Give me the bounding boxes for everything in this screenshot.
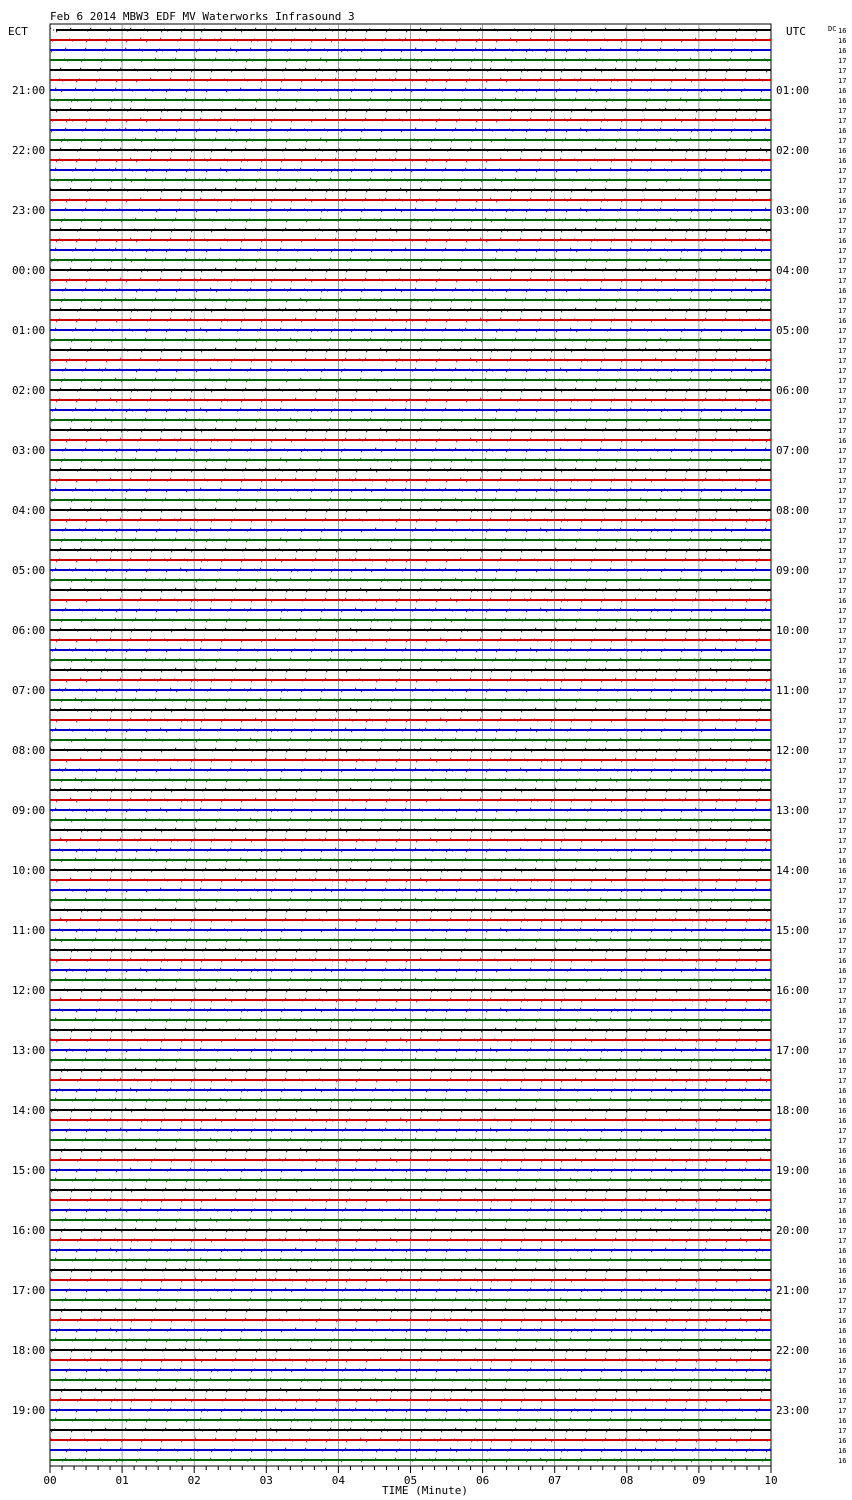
left-hour-label: 21:00 xyxy=(12,84,46,97)
right-hour-label: 21:00 xyxy=(776,1284,810,1297)
dc-offset-label: 17 xyxy=(838,387,847,395)
dc-offset-label: 17 xyxy=(838,627,847,635)
x-tick-label: 06 xyxy=(475,1474,490,1487)
dc-offset-label: 17 xyxy=(838,267,847,275)
right-hour-label: 07:00 xyxy=(776,444,810,457)
dc-offset-label: 16 xyxy=(838,1037,847,1045)
dc-offset-label: 17 xyxy=(838,177,847,185)
dc-offset-label: 17 xyxy=(838,117,847,125)
dc-offset-label: 17 xyxy=(838,187,847,195)
dc-offset-label: 16 xyxy=(838,1157,847,1165)
right-hour-label: 23:00 xyxy=(776,1404,810,1417)
dc-offset-label: 16 xyxy=(838,1347,847,1355)
dc-offset-label: 17 xyxy=(838,537,847,545)
dc-offset-label: 17 xyxy=(838,1307,847,1315)
dc-offset-label: 16 xyxy=(838,1387,847,1395)
dc-offset-label: 16 xyxy=(838,127,847,135)
dc-offset-label: 17 xyxy=(838,587,847,595)
dc-offset-label: 17 xyxy=(838,1017,847,1025)
dc-offset-label: 17 xyxy=(838,607,847,615)
left-hour-label: 04:00 xyxy=(12,504,46,517)
dc-offset-label: 17 xyxy=(838,1047,847,1055)
dc-offset-label: 16 xyxy=(838,1337,847,1345)
right-hour-label: 08:00 xyxy=(776,504,810,517)
dc-offset-label: 16 xyxy=(838,667,847,675)
right-hour-label: 20:00 xyxy=(776,1224,810,1237)
dc-offset-label: 17 xyxy=(838,887,847,895)
dc-offset-label: 17 xyxy=(838,827,847,835)
dc-offset-label: 16 xyxy=(838,917,847,925)
dc-offset-label: 17 xyxy=(838,307,847,315)
dc-offset-label: 17 xyxy=(838,1287,847,1295)
dc-offset-label: 17 xyxy=(838,777,847,785)
right-hour-label: 16:00 xyxy=(776,984,810,997)
left-hour-label: 03:00 xyxy=(12,444,46,457)
right-hour-label: 12:00 xyxy=(776,744,810,757)
dc-offset-label: 16 xyxy=(838,1007,847,1015)
x-tick-label: 00 xyxy=(43,1474,57,1487)
left-hour-label: 17:00 xyxy=(12,1284,46,1297)
dc-offset-label: 17 xyxy=(838,977,847,985)
dc-offset-label: 16 xyxy=(838,1187,847,1195)
dc-offset-label: 17 xyxy=(838,897,847,905)
dc-offset-label: 17 xyxy=(838,807,847,815)
dc-offset-label: 17 xyxy=(838,67,847,75)
dc-offset-label: 17 xyxy=(838,1227,847,1235)
dc-offset-labels xyxy=(838,27,846,1465)
dc-offset-label: 17 xyxy=(838,477,847,485)
dc-offset-label: 17 xyxy=(838,507,847,515)
dc-offset-label: 17 xyxy=(838,77,847,85)
dc-offset-label: 17 xyxy=(838,467,847,475)
dc-offset-label: 16 xyxy=(838,597,847,605)
dc-offset-label: 17 xyxy=(838,1137,847,1145)
left-hour-label: 05:00 xyxy=(12,564,46,577)
left-hour-label: 22:00 xyxy=(12,144,46,157)
dc-offset-label: 17 xyxy=(838,837,847,845)
left-hour-label: 15:00 xyxy=(12,1164,46,1177)
dc-offset-label: 17 xyxy=(838,1197,847,1205)
right-hour-label: 01:00 xyxy=(776,84,810,97)
dc-offset-label: 16 xyxy=(838,97,847,105)
dc-offset-label: 17 xyxy=(838,347,847,355)
dc-offset-label: 16 xyxy=(838,1417,847,1425)
dc-offset-label: 17 xyxy=(838,1077,847,1085)
dc-offset-label: 17 xyxy=(838,357,847,365)
dc-offset-label: 17 xyxy=(838,1027,847,1035)
dc-offset-label: 16 xyxy=(838,157,847,165)
right-hour-label: 22:00 xyxy=(776,1344,810,1357)
dc-offset-label: 17 xyxy=(838,717,847,725)
dc-offset-label: 16 xyxy=(838,197,847,205)
left-hour-label: 23:00 xyxy=(12,204,46,217)
x-tick-label: 10 xyxy=(764,1474,778,1487)
dc-offset-label: 17 xyxy=(838,337,847,345)
x-axis-label: TIME (Minute) xyxy=(381,1484,469,1497)
dc-offset-label: 16 xyxy=(838,1177,847,1185)
dc-offset-label: 17 xyxy=(838,577,847,585)
dc-offset-label: 17 xyxy=(838,1397,847,1405)
dc-offset-label: 17 xyxy=(838,517,847,525)
dc-offset-label: 17 xyxy=(838,727,847,735)
dc-offset-label: 16 xyxy=(838,1057,847,1065)
dc-offset-label: 17 xyxy=(838,997,847,1005)
x-tick-label: 01 xyxy=(115,1474,129,1487)
dc-offset-label: 17 xyxy=(838,737,847,745)
dc-offset-label: 17 xyxy=(838,427,847,435)
x-tick-label: 07 xyxy=(548,1474,562,1487)
dc-offset-label: 16 xyxy=(838,1277,847,1285)
dc-offset-label: 16 xyxy=(838,437,847,445)
dc-offset-label: 17 xyxy=(838,677,847,685)
left-hour-label: 13:00 xyxy=(12,1044,46,1057)
dc-offset-label: 16 xyxy=(838,957,847,965)
dc-offset-label: 17 xyxy=(838,167,847,175)
dc-offset-label: 17 xyxy=(838,947,847,955)
dc-offset-label: 17 xyxy=(838,647,847,655)
left-hour-label: 19:00 xyxy=(12,1404,46,1417)
dc-offset-label: 17 xyxy=(838,557,847,565)
dc-offset-label: 16 xyxy=(838,1097,847,1105)
right-hour-label: 09:00 xyxy=(776,564,810,577)
right-hour-label: 05:00 xyxy=(776,324,810,337)
dc-offset-label: 16 xyxy=(838,237,847,245)
x-tick-label: 08 xyxy=(620,1474,634,1487)
dc-offset-label: 16 xyxy=(838,27,847,35)
x-tick-label: 04 xyxy=(331,1474,346,1487)
dc-offset-label: 17 xyxy=(838,1427,847,1435)
left-hour-label: 09:00 xyxy=(12,804,46,817)
dc-offset-label: 16 xyxy=(838,1357,847,1365)
dc-offset-label: 17 xyxy=(838,617,847,625)
right-hour-label: 19:00 xyxy=(776,1164,810,1177)
dc-offset-label: 17 xyxy=(838,987,847,995)
dc-offset-label: 16 xyxy=(838,1447,847,1455)
dc-offset-label: 16 xyxy=(838,47,847,55)
dc-offset-label: 17 xyxy=(838,407,847,415)
right-hour-label: 18:00 xyxy=(776,1104,810,1117)
left-hour-label: 02:00 xyxy=(12,384,46,397)
dc-offset-label: 17 xyxy=(838,637,847,645)
left-hour-label: 08:00 xyxy=(12,744,46,757)
dc-offset-label: 16 xyxy=(838,1147,847,1155)
dc-offset-label: 16 xyxy=(838,147,847,155)
dc-offset-label: 16 xyxy=(838,857,847,865)
dc-offset-label: 17 xyxy=(838,107,847,115)
dc-offset-label: 17 xyxy=(838,747,847,755)
dc-offset-label: 17 xyxy=(838,367,847,375)
right-hour-label: 11:00 xyxy=(776,684,810,697)
dc-offset-label: 17 xyxy=(838,797,847,805)
dc-offset-label: 17 xyxy=(838,697,847,705)
dc-offset-label: 16 xyxy=(838,867,847,875)
dc-offset-label: 17 xyxy=(838,527,847,535)
right-hour-label: 10:00 xyxy=(776,624,810,637)
dc-offset-label: 17 xyxy=(838,247,847,255)
x-tick-label: 03 xyxy=(259,1474,273,1487)
dc-offset-label: 16 xyxy=(838,1327,847,1335)
dc-offset-label: 16 xyxy=(838,1087,847,1095)
dc-offset-label: 16 xyxy=(838,1247,847,1255)
dc-offset-label: 17 xyxy=(838,657,847,665)
right-hour-label: 14:00 xyxy=(776,864,810,877)
left-hour-label: 14:00 xyxy=(12,1104,46,1117)
dc-offset-label: 17 xyxy=(838,567,847,575)
dc-offset-label: 16 xyxy=(838,1117,847,1125)
dc-offset-label: 16 xyxy=(838,1217,847,1225)
right-hour-labels xyxy=(776,84,809,1417)
left-hour-label: 10:00 xyxy=(12,864,46,877)
dc-offset-label: 16 xyxy=(838,1437,847,1445)
dc-offset-label: 17 xyxy=(838,1367,847,1375)
dc-offset-label: 17 xyxy=(838,497,847,505)
dc-offset-label: 16 xyxy=(838,1167,847,1175)
right-hour-label: 17:00 xyxy=(776,1044,810,1057)
dc-offset-label: 16 xyxy=(838,1317,847,1325)
dc-offset-label: 17 xyxy=(838,257,847,265)
dc-offset-label: 17 xyxy=(838,877,847,885)
left-hour-label: 12:00 xyxy=(12,984,46,997)
dc-offset-label: 17 xyxy=(838,847,847,855)
dc-offset-label: 17 xyxy=(838,487,847,495)
x-tick-label: 05 xyxy=(403,1474,418,1487)
dc-offset-label: 17 xyxy=(838,57,847,65)
x-tick-label: 09 xyxy=(692,1474,706,1487)
right-hour-label: 04:00 xyxy=(776,264,810,277)
left-hour-label: 16:00 xyxy=(12,1224,46,1237)
left-timezone-label: ECT xyxy=(8,25,28,38)
left-hour-label: 07:00 xyxy=(12,684,46,697)
dc-offset-label: 17 xyxy=(838,207,847,215)
dc-offset-label: 16 xyxy=(838,317,847,325)
dc-offset-label: 17 xyxy=(838,1067,847,1075)
dc-offset-label: 16 xyxy=(838,1457,847,1465)
dc-offset-label: 17 xyxy=(838,757,847,765)
right-hour-label: 03:00 xyxy=(776,204,810,217)
dc-label: DC xyxy=(828,25,837,33)
dc-offset-label: 17 xyxy=(838,1237,847,1245)
dc-offset-label: 17 xyxy=(838,1127,847,1135)
dc-offset-label: 17 xyxy=(838,417,847,425)
dc-offset-label: 17 xyxy=(838,907,847,915)
left-hour-label: 00:00 xyxy=(12,264,46,277)
dc-offset-label: 17 xyxy=(838,817,847,825)
dc-offset-label: 16 xyxy=(838,1377,847,1385)
dc-offset-label: 17 xyxy=(838,1297,847,1305)
dc-offset-label: 17 xyxy=(838,767,847,775)
dc-offset-label: 17 xyxy=(838,547,847,555)
left-hour-label: 11:00 xyxy=(12,924,46,937)
dc-offset-label: 17 xyxy=(838,1407,847,1415)
dc-offset-label: 16 xyxy=(838,967,847,975)
dc-offset-label: 17 xyxy=(838,297,847,305)
dc-offset-label: 17 xyxy=(838,277,847,285)
dc-offset-label: 16 xyxy=(838,1107,847,1115)
dc-offset-label: 17 xyxy=(838,687,847,695)
dc-offset-label: 16 xyxy=(838,87,847,95)
right-hour-label: 02:00 xyxy=(776,144,810,157)
dc-offset-label: 17 xyxy=(838,457,847,465)
dc-offset-label: 17 xyxy=(838,327,847,335)
dc-offset-label: 17 xyxy=(838,447,847,455)
right-hour-label: 13:00 xyxy=(776,804,810,817)
right-timezone-label: UTC xyxy=(786,25,806,38)
x-tick-label: 02 xyxy=(187,1474,201,1487)
chart-title: Feb 6 2014 MBW3 EDF MV Waterworks Infrasound 3 xyxy=(50,10,355,23)
left-hour-label: 18:00 xyxy=(12,1344,46,1357)
dc-offset-label: 17 xyxy=(838,217,847,225)
right-hour-label: 06:00 xyxy=(776,384,810,397)
dc-offset-label: 16 xyxy=(838,287,847,295)
dc-offset-label: 16 xyxy=(838,1267,847,1275)
dc-offset-label: 17 xyxy=(838,707,847,715)
left-hour-label: 01:00 xyxy=(12,324,46,337)
dc-offset-label: 17 xyxy=(838,937,847,945)
dc-offset-label: 16 xyxy=(838,1207,847,1215)
right-hour-label: 15:00 xyxy=(776,924,810,937)
dc-offset-label: 17 xyxy=(838,227,847,235)
dc-offset-label: 16 xyxy=(838,1257,847,1265)
dc-offset-label: 16 xyxy=(838,37,847,45)
left-hour-labels xyxy=(12,84,45,1417)
dc-offset-label: 17 xyxy=(838,787,847,795)
left-hour-label: 06:00 xyxy=(12,624,46,637)
dc-offset-label: 17 xyxy=(838,397,847,405)
dc-offset-label: 17 xyxy=(838,137,847,145)
dc-offset-label: 17 xyxy=(838,927,847,935)
dc-offset-label: 17 xyxy=(838,377,847,385)
